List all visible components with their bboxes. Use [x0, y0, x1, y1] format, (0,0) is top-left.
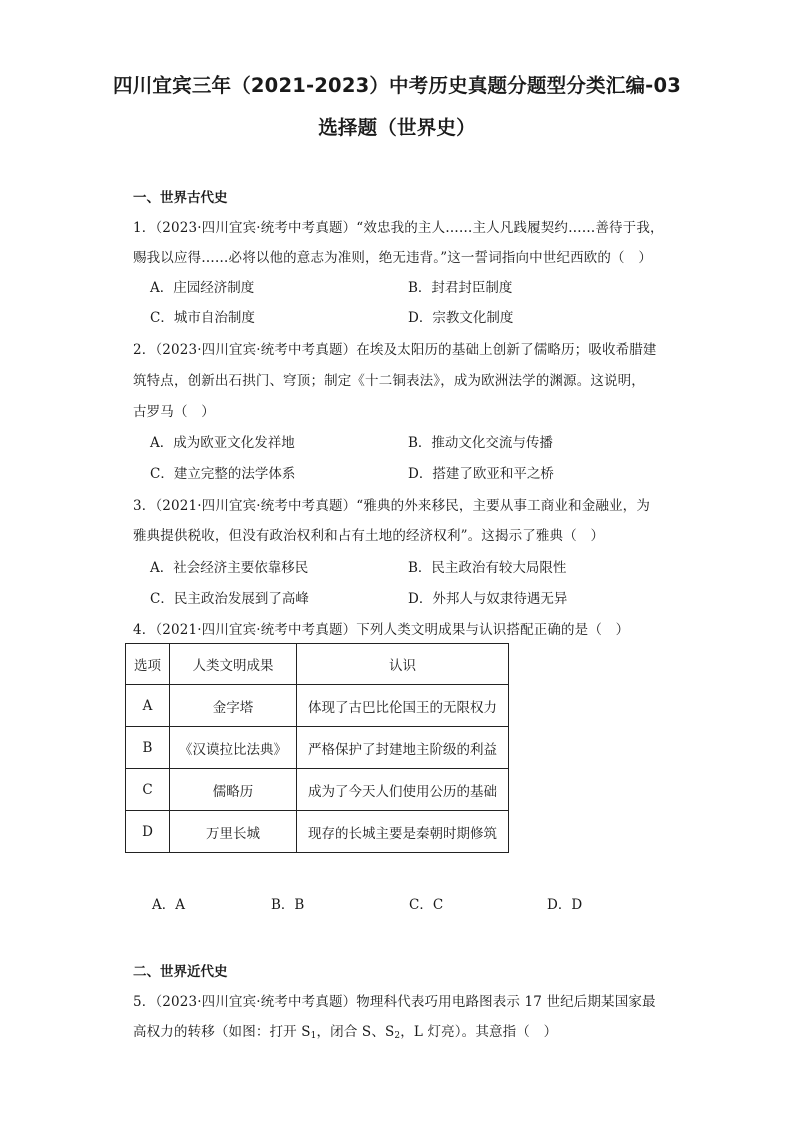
q2-stem-line1: 2．（2023·四川宜宾·统考中考真题）在埃及太阳历的基础上创新了儒略历；吸收希腊建 [133, 342, 657, 358]
q5-text-part1: 高权力的转移（如图：打开 S [133, 1024, 311, 1040]
table-cell: 现存的长城主要是秦朝时期修筑 [297, 811, 509, 853]
table-cell: A [126, 685, 170, 727]
table-cell: 严格保护了封建地主阶级的利益 [297, 727, 509, 769]
q5-subscript-2: 2 [394, 1031, 401, 1041]
q1-stem-line2: 赐我以应得……必将以他的意志为准则，绝无违背。”这一誓词指向中世纪西欧的（ ） [133, 250, 653, 266]
q5-subscript-1: 1 [310, 1031, 317, 1041]
table-row [126, 811, 509, 853]
q3-option-a: A．社会经济主要依靠移民 [150, 560, 309, 576]
table-cell: B [126, 727, 170, 769]
table-header-cell: 认识 [297, 644, 509, 685]
table-cell: 《汉谟拉比法典》 [170, 727, 297, 769]
q2-stem-line2: 筑特点，创新出石拱门、穹顶；制定《十二铜表法》，成为欧洲法学的渊源。这说明， [133, 373, 645, 389]
q2-stem-line3: 古罗马（ ） [133, 404, 215, 420]
q4-option-a: A．A [152, 897, 185, 913]
table-header-cell: 选项 [126, 644, 170, 685]
q3-stem-line1: 3．（2021·四川宜宾·统考中考真题）“雅典的外来移民，主要从事工商业和金融业，为 [133, 498, 650, 514]
q1-option-c: C．城市自治制度 [150, 310, 255, 326]
table-cell: 儒略历 [170, 769, 297, 811]
section-heading-modern: 二、世界近代史 [133, 964, 228, 980]
q3-option-b: B．民主政治有较大局限性 [408, 560, 567, 576]
q5-stem-line1: 5．（2023·四川宜宾·统考中考真题）物理科代表巧用电路图表示 17 世纪后期某国家最 [133, 994, 656, 1010]
document-title: 四川宜宾三年（2021-2023）中考历史真题分题型分类汇编-03 [113, 74, 681, 97]
table-header-cell: 人类文明成果 [170, 644, 297, 685]
table-cell: 万里长城 [170, 811, 297, 853]
q1-stem-line1: 1．（2023·四川宜宾·统考中考真题）“效忠我的主人……主人凡践履契约……善待于我， [133, 220, 664, 236]
q2-option-a: A．成为欧亚文化发祥地 [150, 435, 295, 451]
table-cell: 金字塔 [170, 685, 297, 727]
q3-stem-line2: 雅典提供税收，但没有政治权利和占有土地的经济权利”。这揭示了雅典（ ） [133, 528, 605, 544]
table-cell: 成为了今天人们使用公历的基础 [297, 769, 509, 811]
q4-table [125, 643, 509, 853]
table-row [126, 685, 509, 727]
table-cell: 体现了古巴比伦国王的无限权力 [297, 685, 509, 727]
q4-option-b: B．B [271, 897, 305, 913]
section-heading-ancient: 一、世界古代史 [133, 190, 228, 206]
q1-option-b: B．封君封臣制度 [408, 280, 513, 296]
q5-text-part3: ，L 灯亮）。其意指（ ） [400, 1024, 558, 1040]
q3-option-c: C．民主政治发展到了高峰 [150, 591, 309, 607]
q2-option-b: B．推动文化交流与传播 [408, 435, 553, 451]
table-header-row [126, 644, 509, 685]
q4-stem: 4．（2021·四川宜宾·统考中考真题）下列人类文明成果与认识搭配正确的是（ ） [133, 622, 630, 638]
q1-option-a: A．庄园经济制度 [150, 280, 255, 296]
q4-option-d: D．D [547, 897, 583, 913]
document-subtitle: 选择题（世界史） [318, 116, 476, 139]
q5-stem-line2 [133, 1020, 557, 1041]
table-row [126, 727, 509, 769]
q2-option-d: D．搭建了欧亚和平之桥 [408, 466, 554, 482]
table-cell: D [126, 811, 170, 853]
q5-text-part2: ，闭合 S、S [316, 1024, 395, 1040]
table-row [126, 769, 509, 811]
q3-option-d: D．外邦人与奴隶待遇无异 [408, 591, 568, 607]
table-cell: C [126, 769, 170, 811]
q2-option-c: C．建立完整的法学体系 [150, 466, 296, 482]
q1-option-d: D．宗教文化制度 [408, 310, 514, 326]
q4-option-c: C．C [409, 897, 444, 913]
